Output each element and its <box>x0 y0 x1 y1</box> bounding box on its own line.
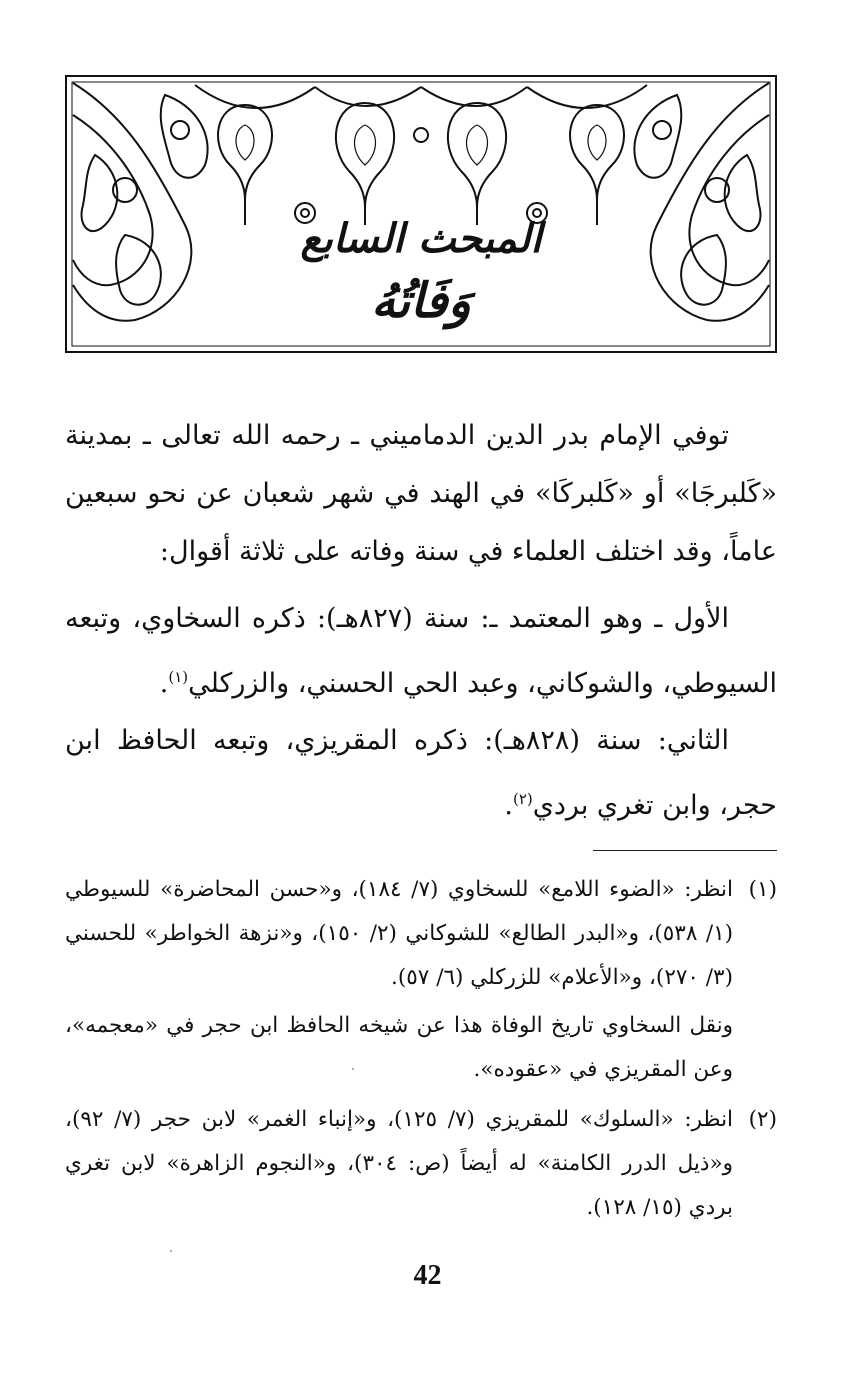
footnote-ref-2[interactable]: (٢) <box>512 790 533 808</box>
paragraph-intro <box>65 407 777 581</box>
paragraph-intro-text: توفي الإمام بدر الدين الدماميني ـ رحمه الله تعالى ـ بمدينة «كَلبرجَا» أو «كَلبركَا» في الهند في شهر شعبان عن نحو سبعين عاماً، وقد اختلف العلماء في سنة وفاته على ثلاثة أقوال: <box>65 420 777 567</box>
footnote-number: (١) <box>748 877 777 902</box>
paragraph-first-opinion-text <box>65 590 777 713</box>
scan-speck <box>352 1068 354 1070</box>
footnotes <box>65 868 777 1230</box>
footnote-1 <box>65 868 777 1000</box>
footnote-1-continuation: ونقل السخاوي تاريخ الوفاة هذا عن شيخه الحافظ ابن حجر في «معجمه»، وعن المقريزي في «عقوده». <box>65 1013 733 1082</box>
footnote-number: (٢) <box>748 1107 777 1132</box>
footnote-ref-1[interactable]: (١) <box>168 668 189 686</box>
footnote-text: انظر: «السلوك» للمقريزي (٧/ ١٢٥)، و«إنباء الغمر» لابن حجر (٧/ ٩٢)، و«ذيل الدرر الكامنة» له أيضاً (ص: ٣٠٤)، و«النجوم الزاهرة» لابن تغري بردي (١٥/ ١٢٨). <box>65 1107 734 1220</box>
scan-speck <box>170 1250 172 1252</box>
second-opinion-text: الثاني: سنة (٨٢٨هـ): ذكره المقريزي، وتبعه الحافظ ابن حجر، وابن تغري بردي <box>65 725 777 821</box>
page-number: 42 <box>413 1260 442 1291</box>
paragraph-first-opinion <box>65 590 777 713</box>
footnote-2 <box>65 1098 777 1230</box>
chapter-header-frame <box>65 75 777 353</box>
paragraph-second-opinion-text <box>65 712 777 835</box>
footnote-separator <box>593 850 777 851</box>
chapter-label: المبحث السابع <box>300 215 542 262</box>
chapter-title: وَفَاتُهُ <box>371 273 471 329</box>
first-opinion-end: . <box>159 668 169 699</box>
first-opinion-text: الأول ـ وهو المعتمد ـ: سنة (٨٢٧هـ): ذكره السخاوي، وتبعه السيوطي، والشوكاني، وعبد الحي الحسني، والزركلي <box>65 603 777 699</box>
paragraph-second-opinion <box>65 712 777 835</box>
footnote-text: انظر: «الضوء اللامع» للسخاوي (٧/ ١٨٤)، و«حسن المحاضرة» للسيوطي (١/ ٥٣٨)، و«البدر الطالع» للشوكاني (٢/ ١٥٠)، و«نزهة الخواطر» للحسني (٣/ ٢٧٠)، و«الأعلام» للزركلي (٦/ ٥٧). <box>65 877 734 990</box>
second-opinion-end: . <box>504 790 513 821</box>
